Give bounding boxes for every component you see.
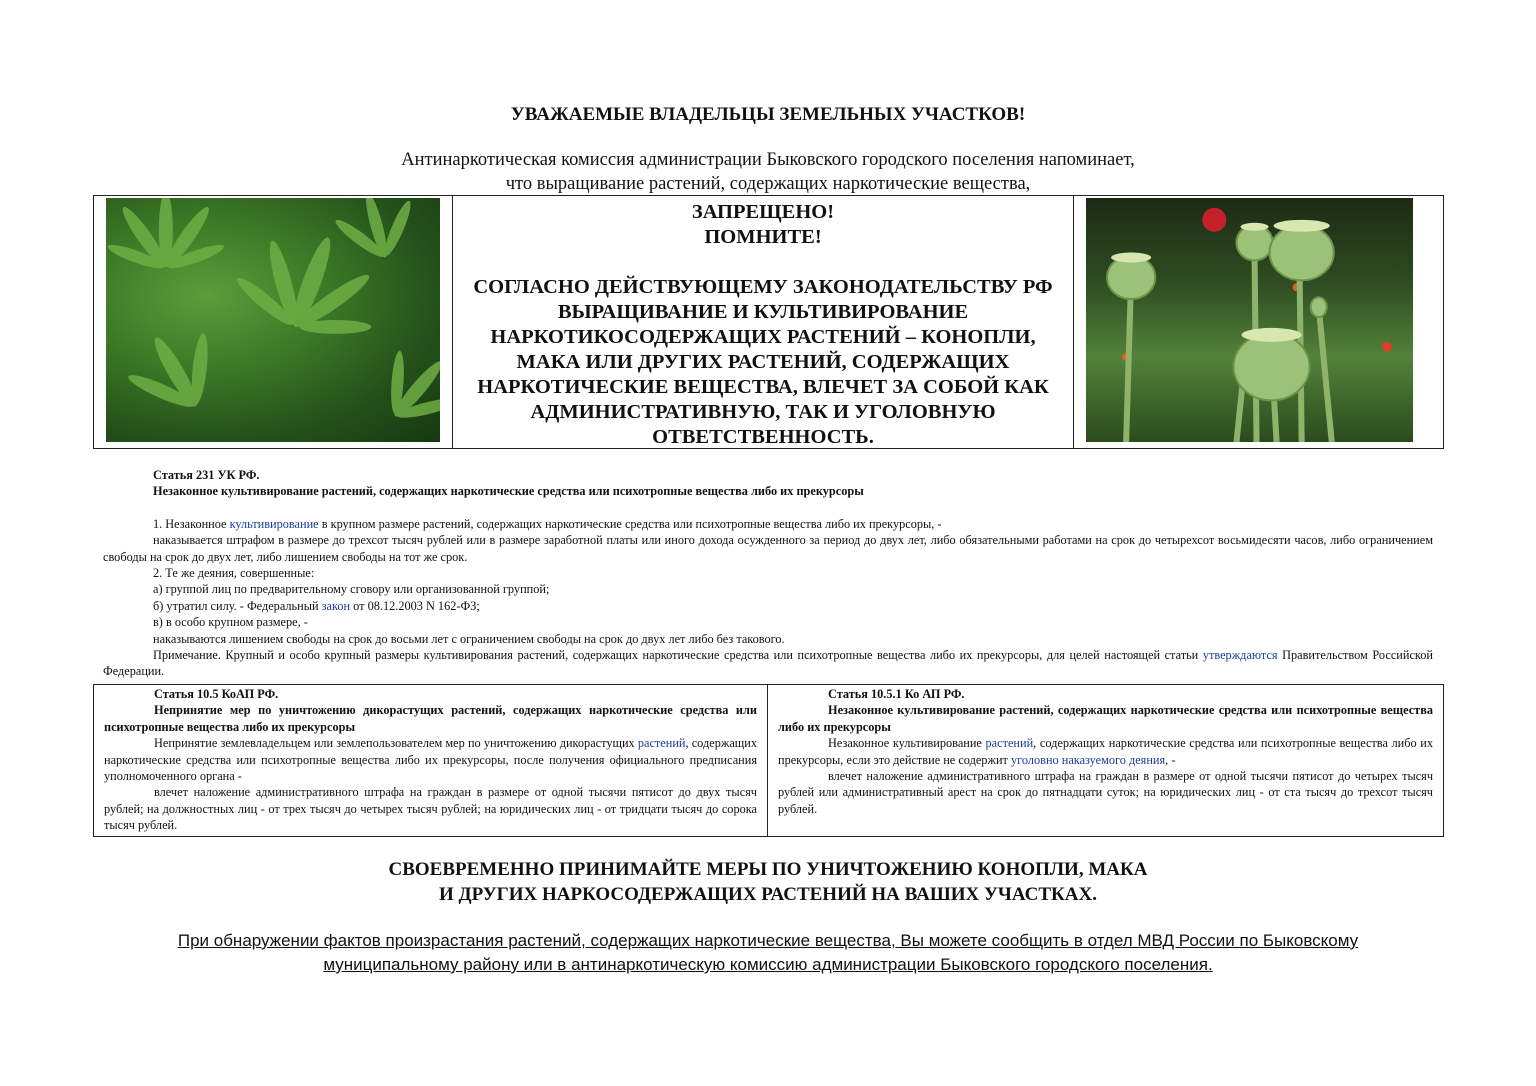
- cultivation-link[interactable]: культивирование: [229, 516, 319, 531]
- part-1-text-end: в крупном размере растений, содержащих наркотические средства или психотропные вещества либо их прекурсоры, -: [318, 516, 942, 531]
- article-231-part-2: 2. Те же деяния, совершенные:: [153, 566, 315, 581]
- koap-10-5-1-text: [778, 735, 1433, 768]
- koap-10-5-1-column: [768, 685, 1443, 836]
- koap-articles-table: [93, 684, 1444, 837]
- part-1-text-start: 1. Незаконное: [153, 516, 230, 531]
- warning-forbidden: ЗАПРЕЩЕНО!: [691, 201, 835, 223]
- koap-10-5-1-heading: Незаконное культивирование растений, содержащих наркотические средства или психотропные вещества либо их прекурсоры: [778, 703, 1433, 734]
- plants-link[interactable]: растений: [985, 736, 1034, 751]
- item-b-text-start: б) утратил силу. - Федеральный: [153, 598, 322, 613]
- call-line-2: И ДРУГИХ НАРКОСОДЕРЖАЩИХ РАСТЕНИЙ НА ВАШИХ УЧАСТКАХ.: [439, 884, 1097, 905]
- contact-line-1: При обнаружении фактов произрастания растений, содержащих наркотические вещества, Вы можете сообщить в отдел МВД России по Быковскому: [177, 931, 1359, 950]
- approved-link[interactable]: утверждаются: [1202, 648, 1278, 663]
- warning-remember: ПОМНИТЕ!: [704, 226, 822, 248]
- article-231-note: [103, 647, 1433, 680]
- warning-banner: [93, 195, 1444, 449]
- warning-text: [453, 200, 1073, 448]
- koap-10-5-text-start: Непринятие землевладельцем или землепользователем мер по уничтожению дикорастущих: [154, 736, 638, 751]
- intro-text: [0, 148, 1536, 196]
- page-title: УВАЖАЕМЫЕ ВЛАДЕЛЬЦЫ ЗЕМЕЛЬНЫХ УЧАСТКОВ!: [510, 104, 1026, 125]
- plants-link[interactable]: растений: [637, 736, 686, 751]
- koap-10-5-1-text-start: Незаконное культивирование: [828, 736, 986, 751]
- intro-line-1: Антинаркотическая комиссия администрации Быковского городского поселения напоминает,: [401, 150, 1135, 170]
- article-231-item-b: [103, 598, 1433, 614]
- hemp-leaves-drawing: [106, 198, 440, 442]
- article-231-title: Статья 231 УК РФ.: [153, 468, 260, 482]
- article-231-section: [103, 467, 1433, 680]
- koap-10-5-text: [104, 735, 757, 784]
- intro-line-2: что выращивание растений, содержащих наркотические вещества,: [505, 174, 1031, 194]
- call-line-1: СВОЕВРЕМЕННО ПРИНИМАЙТЕ МЕРЫ ПО УНИЧТОЖЕНИЮ КОНОПЛИ, МАКА: [388, 859, 1148, 880]
- article-231-part-1: [103, 516, 1433, 532]
- poppy-drawing: [1086, 198, 1413, 442]
- koap-10-5-1-text-end: , -: [1165, 752, 1176, 767]
- warning-law-text: СОГЛАСНО ДЕЙСТВУЮЩЕМУ ЗАКОНОДАТЕЛЬСТВУ РФ ВЫРАЩИВАНИЕ И КУЛЬТИВИРОВАНИЕ НАРКОТИКОСОДЕРЖАЩИХ РАСТЕНИЙ – КОНОПЛИ, МАКА ИЛИ ДРУГИХ РАСТЕНИЙ, СОДЕРЖАЩИХ НАРКОТИЧЕСКИЕ ВЕЩЕСТВА, ВЛЕЧЕТ ЗА СОБОЙ КАК АДМИНИСТРАТИВНУЮ, ТАК И УГОЛОВНУЮ ОТВЕТСТВЕННОСТЬ.: [473, 276, 1053, 448]
- opium-poppy-photo: [1086, 198, 1413, 442]
- contact-line-2: муниципальному району или в антинаркотическую комиссию администрации Быковского городского поселения.: [323, 955, 1213, 974]
- koap-10-5-title: Статья 10.5 КоАП РФ.: [154, 687, 279, 701]
- note-text-end: Правительством Российской Федерации.: [103, 648, 1433, 679]
- koap-10-5-heading: Непринятие мер по уничтожению дикорастущих растений, содержащих наркотические средства или психотропные вещества либо их прекурсоры: [104, 703, 757, 734]
- banner-left-cell: [94, 196, 453, 448]
- article-231-penalty-2: наказываются лишением свободы на срок до восьми лет с ограничением свободы на срок до двух лет либо без такового.: [153, 631, 785, 646]
- koap-10-5-column: [94, 685, 768, 836]
- contact-info: [0, 929, 1536, 977]
- article-231-heading: Незаконное культивирование растений, содержащих наркотические средства или психотропные вещества либо их прекурсоры: [153, 484, 864, 499]
- call-to-action: [0, 857, 1536, 907]
- koap-10-5-1-penalty: влечет наложение административного штрафа на граждан в размере от одной тысячи пятисот до четырех тысяч рублей или административный арест на срок до пятнадцати суток; на юридических лиц - от ста тысяч до трехсот тысяч рублей.: [778, 769, 1433, 816]
- federal-law-link[interactable]: закон: [321, 598, 351, 613]
- banner-warning-cell: [453, 196, 1074, 448]
- criminal-act-link[interactable]: уголовно наказуемого деяния: [1010, 752, 1166, 767]
- item-b-text-end: от 08.12.2003 N 162-ФЗ;: [350, 598, 480, 613]
- article-231-item-a: а) группой лиц по предварительному сговору или организованной группой;: [153, 582, 550, 597]
- koap-10-5-1-title: Статья 10.5.1 Ко АП РФ.: [828, 687, 965, 701]
- koap-10-5-1-text-middle: , содержащих наркотические средства или психотропные вещества либо их прекурсоры, если это действие не содержит: [778, 736, 1434, 767]
- banner-right-cell: [1074, 196, 1443, 448]
- hemp-leaves-photo: [106, 198, 440, 442]
- article-231-item-c: в) в особо крупном размере, -: [153, 615, 308, 630]
- koap-10-5-text-end: , содержащих наркотические средства или психотропные вещества либо их прекурсоры, после получения официального предписания уполномоченного органа -: [104, 736, 757, 784]
- note-text-start: Примечание. Крупный и особо крупный размеры культивирования растений, содержащих наркотические средства или психотропные вещества либо их прекурсоры, для целей настоящей статьи: [153, 648, 1203, 663]
- koap-10-5-penalty: влечет наложение административного штрафа на граждан в размере от одной тысячи пятисот до двух тысяч рублей; на должностных лиц - от трех тысяч до четырех тысяч рублей; на юридических лиц - от тридцати тысяч до сорока тысяч рублей.: [104, 785, 757, 833]
- article-231-penalty-1: наказывается штрафом в размере до трехсот тысяч рублей или в размере заработной платы или иного дохода осужденного за период до двух лет, либо обязательными работами на срок до четырехсот восьмидесяти часов, либо ограничением свободы на срок до двух лет, либо лишением свободы на тот же срок.: [103, 533, 1433, 564]
